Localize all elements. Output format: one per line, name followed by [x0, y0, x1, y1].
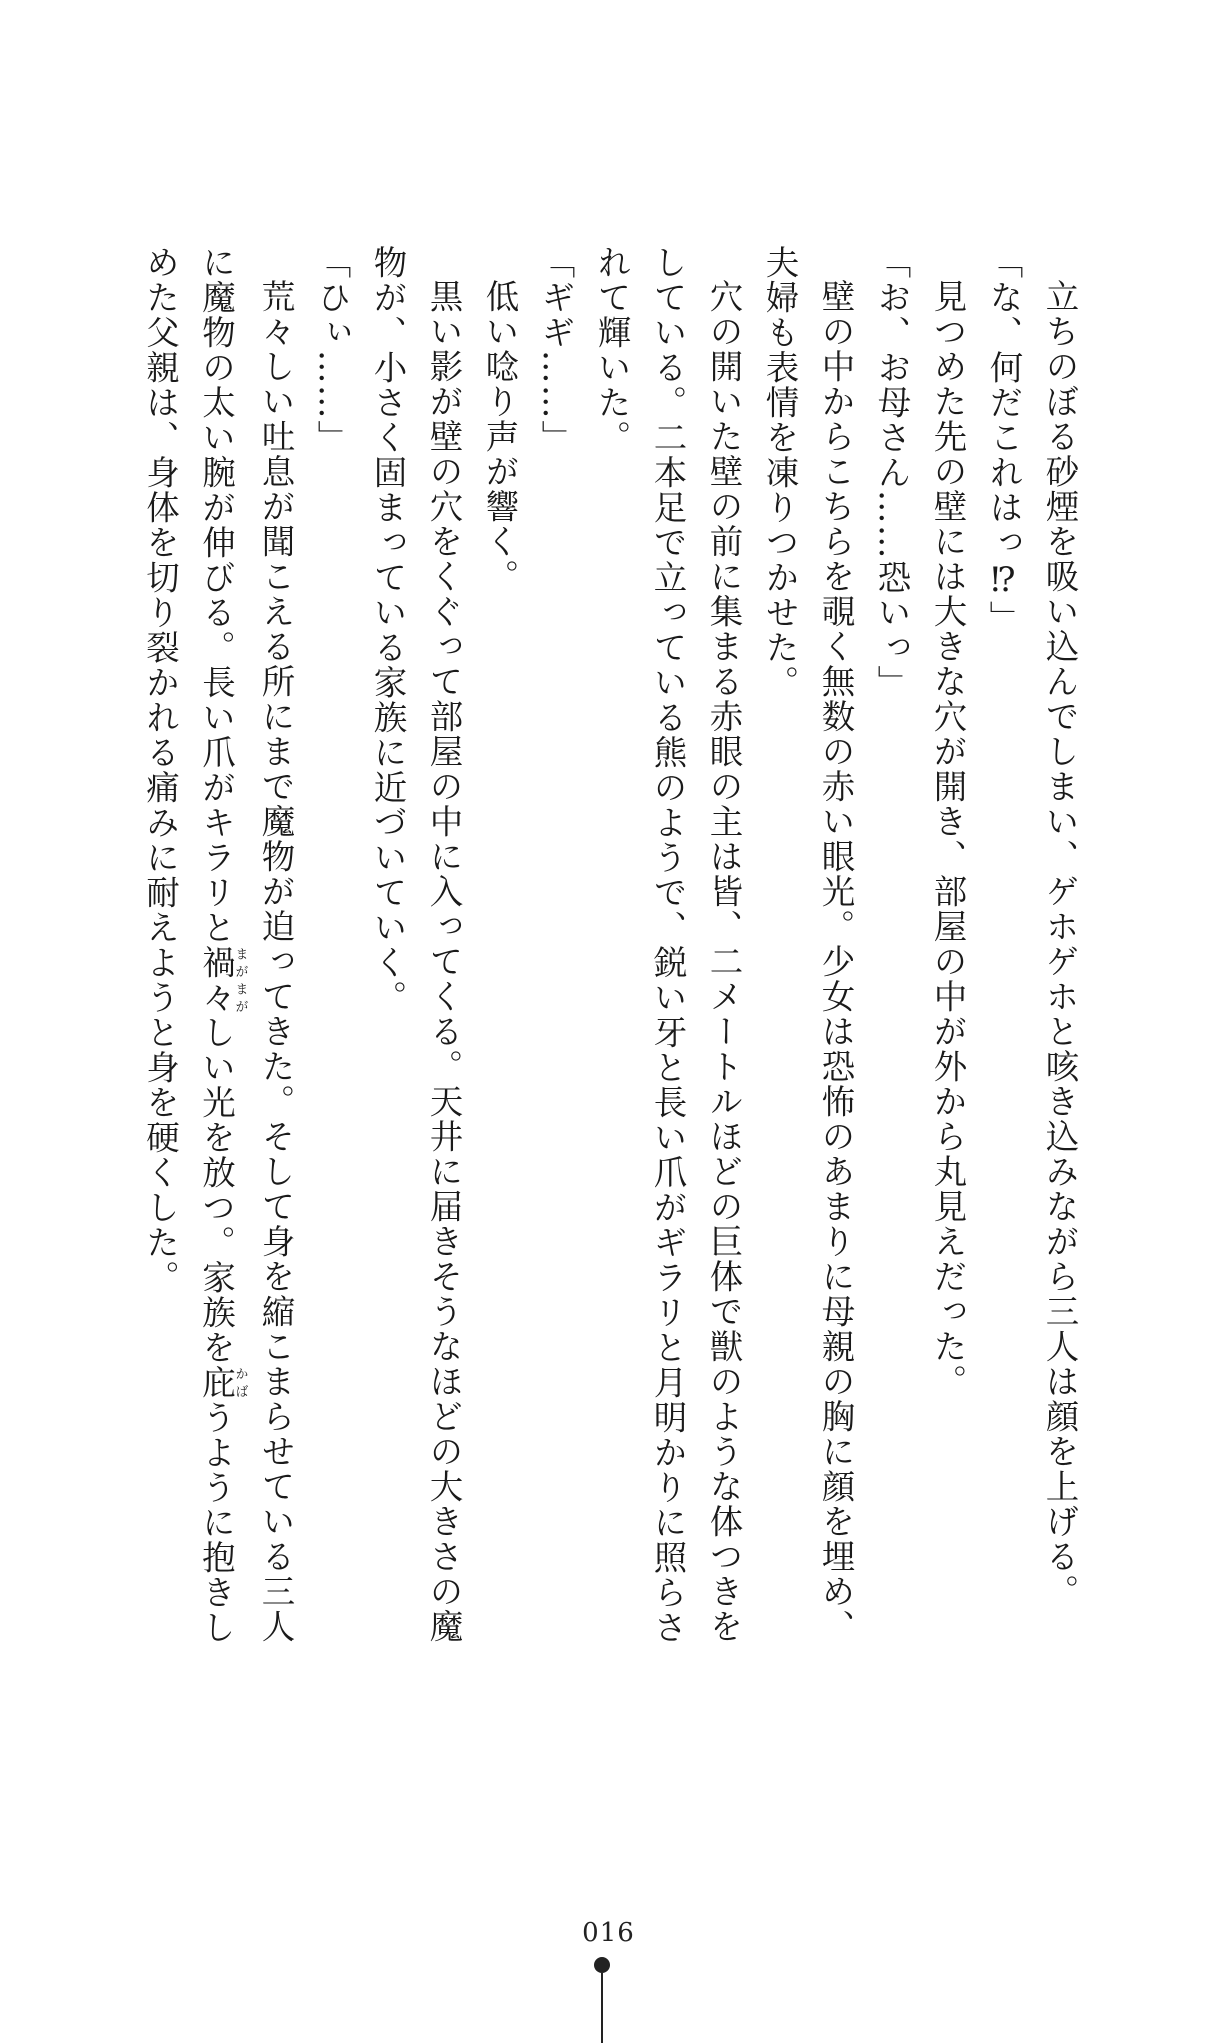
ruby-reading: まがまが [232, 945, 248, 1015]
ruby-reading: かば [232, 1365, 248, 1400]
text-line: 立ちのぼる砂煙を吸い込んでしまい、ゲホゲホと咳き込みながら三人は顔を上げる。 [1040, 278, 1079, 1609]
page-number: 016 [582, 1918, 635, 1948]
dialogue-line: 「ギギ……」 [536, 245, 575, 455]
text-line: 黒い影が壁の穴をくぐって部屋の中に入ってくる。天井に届きそうなほどの大きさの魔 [424, 278, 463, 1644]
text-line: 壁の中からこちらを覗く無数の赤い眼光。少女は恐怖のあまりに母親の胸に顔を埋め、 [816, 278, 855, 1644]
folio-rule-ornament [601, 1973, 603, 2043]
text-line: 物が、小さく固まっている家族に近づいていく。 [368, 245, 407, 1015]
dialogue-line: 「ひぃ……」 [312, 245, 351, 455]
text-segment: しい光を放つ。家族を [196, 1015, 236, 1365]
text-segment: うように抱きし [196, 1400, 236, 1645]
ruby-annotation [196, 1365, 248, 1400]
text-line: 夫婦も表情を凍りつかせた。 [760, 245, 799, 700]
ruby-base: 庇 [196, 1365, 236, 1400]
ruby-annotation [196, 945, 248, 1015]
novel-body-text [132, 245, 1088, 1725]
dialogue-line: 「お、お母さん……恐いっ」 [872, 245, 911, 700]
text-line: めた父親は、身体を切り裂かれる痛みに耐えようと身を硬くした。 [140, 245, 180, 1295]
folio-dot-ornament [594, 1957, 610, 1973]
text-segment: に魔物の太い腕が伸びる。長い爪がキラリと [196, 245, 236, 945]
dialogue-line: 「な、何だこれはっ⁉」 [984, 245, 1023, 636]
text-line: 荒々しい吐息が聞こえる所にまで魔物が迫ってきた。そして身を縮こまらせている三人 [256, 278, 295, 1644]
text-line: れて輝いた。 [592, 245, 631, 455]
text-line: 穴の開いた壁の前に集まる赤眼の主は皆、二メートルほどの巨体で獣のような体つきを [704, 278, 743, 1644]
ruby-base: 禍々 [196, 945, 236, 1015]
text-line: している。二本足で立っている熊のようで、鋭い牙と長い爪がギラリと月明かりに照らさ [648, 245, 687, 1645]
text-line: 低い唸り声が響く。 [480, 278, 519, 594]
text-line: 見つめた先の壁には大きな穴が開き、部屋の中が外から丸見えだった。 [928, 278, 967, 1399]
text-line-with-ruby [188, 245, 248, 1725]
